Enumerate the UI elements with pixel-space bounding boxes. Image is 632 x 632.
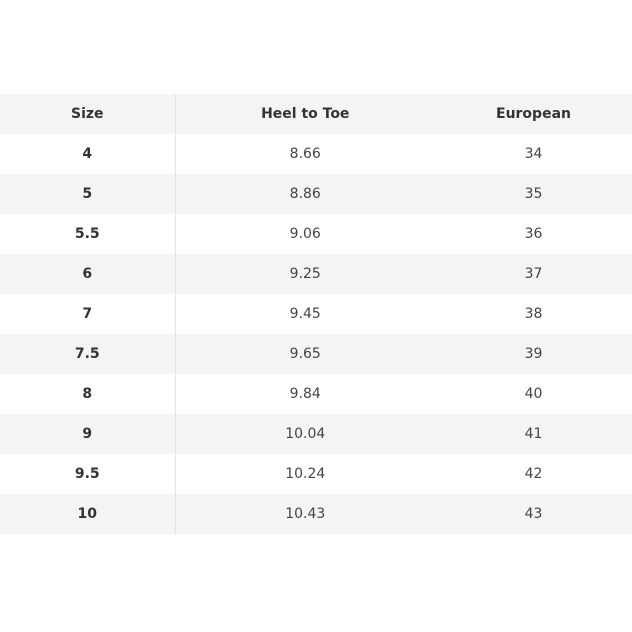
heel-to-toe-cell: 9.25	[175, 254, 435, 294]
size-cell: 7.5	[0, 334, 175, 374]
size-cell: 5	[0, 174, 175, 214]
table-row	[0, 414, 632, 454]
european-cell: 42	[435, 454, 632, 494]
heel-to-toe-cell: 10.24	[175, 454, 435, 494]
table-row	[0, 334, 632, 374]
size-cell: 4	[0, 134, 175, 174]
european-cell: 40	[435, 374, 632, 414]
heel-to-toe-cell: 10.04	[175, 414, 435, 454]
table-row	[0, 134, 632, 174]
european-cell: 36	[435, 214, 632, 254]
size-chart-table	[0, 94, 632, 534]
european-cell: 37	[435, 254, 632, 294]
header-european: European	[435, 94, 632, 134]
size-cell: 9.5	[0, 454, 175, 494]
size-cell: 7	[0, 294, 175, 334]
european-cell: 41	[435, 414, 632, 454]
heel-to-toe-cell: 9.45	[175, 294, 435, 334]
size-cell: 5.5	[0, 214, 175, 254]
size-cell: 10	[0, 494, 175, 534]
table-row	[0, 174, 632, 214]
table-row	[0, 254, 632, 294]
european-cell: 34	[435, 134, 632, 174]
heel-to-toe-cell: 9.06	[175, 214, 435, 254]
european-cell: 35	[435, 174, 632, 214]
european-cell: 43	[435, 494, 632, 534]
table-row	[0, 494, 632, 534]
header-heel-to-toe: Heel to Toe	[175, 94, 435, 134]
table-row	[0, 294, 632, 334]
size-cell: 6	[0, 254, 175, 294]
heel-to-toe-cell: 8.86	[175, 174, 435, 214]
heel-to-toe-cell: 9.65	[175, 334, 435, 374]
european-cell: 39	[435, 334, 632, 374]
heel-to-toe-cell: 8.66	[175, 134, 435, 174]
heel-to-toe-cell: 9.84	[175, 374, 435, 414]
size-cell: 9	[0, 414, 175, 454]
heel-to-toe-cell: 10.43	[175, 494, 435, 534]
european-cell: 38	[435, 294, 632, 334]
table-row	[0, 374, 632, 414]
size-cell: 8	[0, 374, 175, 414]
table-row	[0, 214, 632, 254]
table-header-row	[0, 94, 632, 134]
header-size: Size	[0, 94, 175, 134]
table-row	[0, 454, 632, 494]
